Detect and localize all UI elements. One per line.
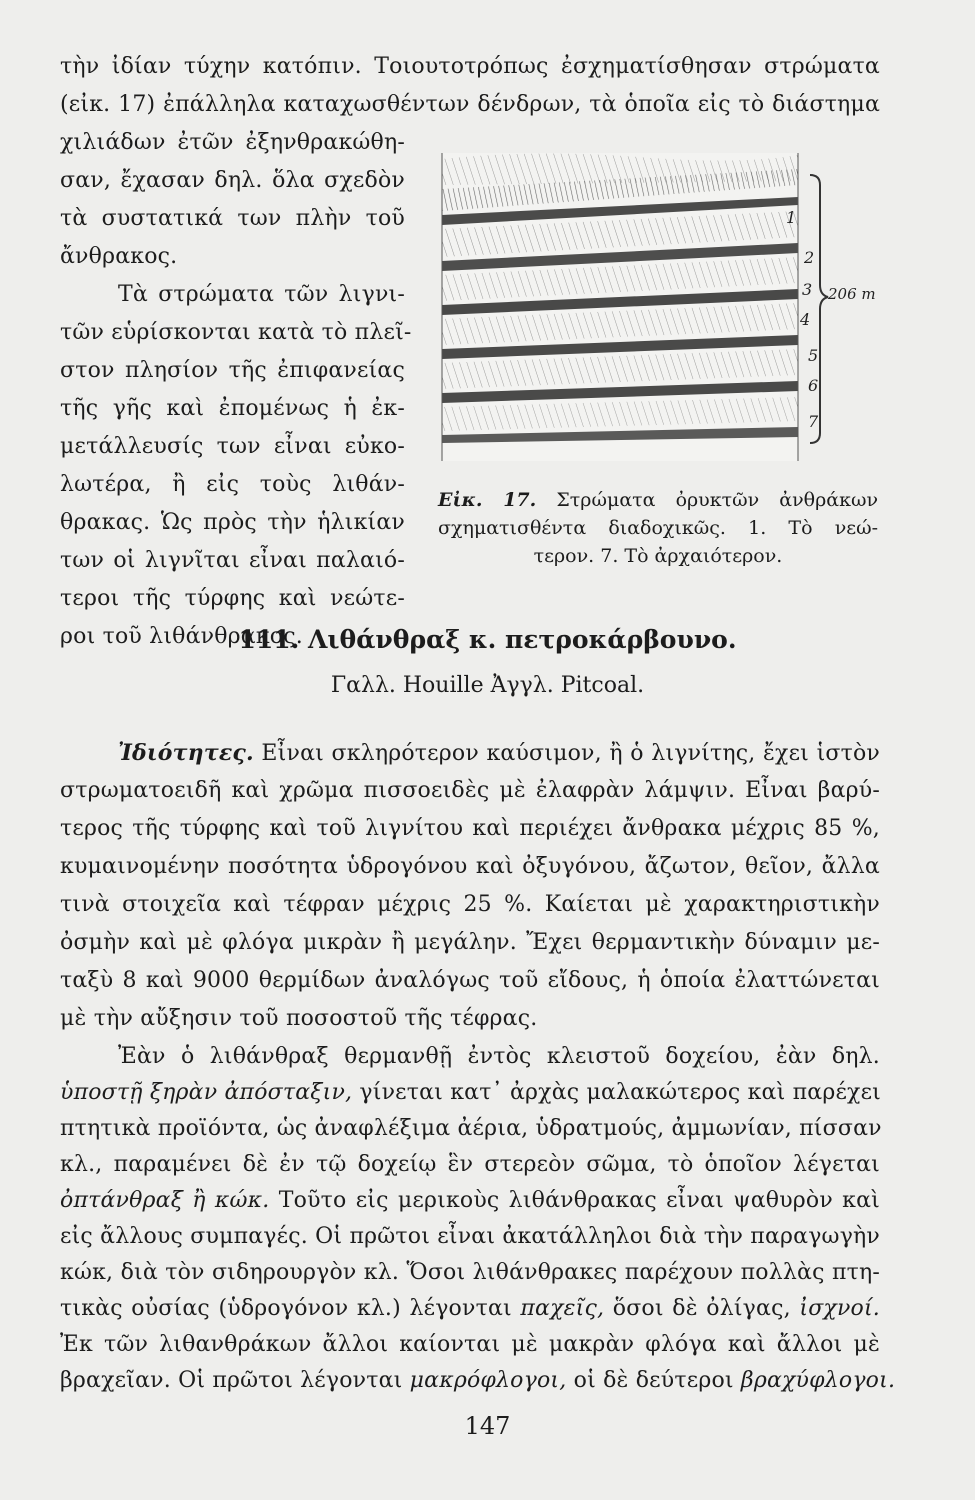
section-heading: 111. Λιθάνθραξ κ. πετροκάρβουνο. bbox=[238, 625, 737, 654]
paragraph-line: Ἐὰν ὁ λιθάνθραξ θερμανθῇ ἐντὸς κλειστοῦ δοχείου, ἐὰν δηλ. bbox=[118, 1044, 880, 1069]
text-line: μετάλλευσίς των εἶναι εὐκο- bbox=[60, 434, 405, 459]
layer-label: 4 bbox=[800, 310, 811, 329]
caption-line: τερον. 7. Τὸ ἀρχαιότερον. bbox=[533, 545, 783, 567]
text-line: τεροι τῆς τύρφης καὶ νεώτε- bbox=[60, 586, 405, 611]
term: παχεῖς, bbox=[520, 1296, 605, 1321]
text-line: των οἱ λιγνῖται εἶναι παλαιό- bbox=[60, 548, 405, 573]
term: μακρόφλογοι, bbox=[409, 1368, 567, 1393]
paragraph-line: στρωματοειδῆ καὶ χρῶμα πισσοειδὲς μὲ ἐλαφρὰν λάμψιν. Εἶναι βαρύ- bbox=[60, 778, 880, 803]
layer-label: 6 bbox=[808, 376, 819, 395]
paragraph-line: μὲ τὴν αὔξησιν τοῦ ποσοστοῦ τῆς τέφρας. bbox=[60, 1006, 538, 1031]
layer-label: 3 bbox=[802, 280, 813, 299]
paragraph-line: ταξὺ 8 καὶ 9000 θερμίδων ἀναλόγως τοῦ εἴδους, ἡ ὁποία ἐλαττώνεται bbox=[60, 968, 880, 993]
paragraph-line bbox=[60, 1330, 880, 1360]
strata-figure bbox=[418, 145, 876, 475]
paragraph-line: τερος τῆς τύρφης καὶ τοῦ λιγνίτου καὶ περιέχει ἄνθρακα μέχρις 85 %, bbox=[60, 816, 880, 841]
caption-line: σχηματισθέντα διαδοχικῶς. 1. Τὸ νεώ- bbox=[438, 517, 878, 539]
paragraph-text: οἱ δὲ δεύτεροι bbox=[566, 1368, 741, 1393]
paragraph-text: Εἶναι σκληρότερον καύσιμον, ἢ ὁ λιγνίτης, ἔχει ἱστὸν bbox=[253, 741, 880, 766]
paragraph-line: ὀσμὴν καὶ μὲ φλόγα μικρὰν ἢ μεγάλην. Ἔχει θερμαντικὴν δύναμιν με- bbox=[60, 930, 880, 955]
page-number: 147 bbox=[464, 1412, 511, 1440]
text-line: σαν, ἔχασαν δηλ. ὅλα σχεδὸν bbox=[60, 168, 405, 193]
paragraph-text: βραχεῖαν. Οἱ πρῶτοι λέγονται bbox=[60, 1368, 410, 1393]
term: βραχύφλογοι. bbox=[740, 1368, 896, 1393]
text-line: τὰ συστατικά των πλὴν τοῦ bbox=[60, 206, 405, 231]
text-line: ἄνθρακος. bbox=[60, 244, 178, 269]
paragraph-text: Τοῦτο εἰς μερικοὺς λιθάνθρακας εἶναι ψαθυρὸν καὶ bbox=[269, 1188, 880, 1213]
text-line: τὴν ἰδίαν τύχην κατόπιν. Τοιουτοτρόπως ἐσχηματίσθησαν στρώματα bbox=[60, 54, 880, 79]
paragraph-lead: Ἰδιότητες. bbox=[118, 740, 254, 766]
term: ὀπτάνθραξ ἢ κώκ. bbox=[60, 1188, 270, 1213]
paragraph-line: τινὰ στοιχεῖα καὶ τέφραν μέχρις 25 %. Καίεται μὲ χαρακτηριστικὴν bbox=[60, 892, 880, 917]
paragraph-text: γίνεται κατ᾽ ἀρχὰς μαλακώτερος καὶ παρέχει bbox=[352, 1080, 881, 1105]
paragraph-text: τικὰς οὐσίας (ὑδρογόνον κλ.) λέγονται bbox=[60, 1296, 521, 1321]
paragraph-line bbox=[60, 1366, 896, 1396]
layer-label: 5 bbox=[808, 346, 819, 365]
text-line: θρακας. Ὡς πρὸς τὴν ἡλικίαν bbox=[60, 510, 405, 535]
paragraph-line bbox=[118, 738, 880, 769]
figure-caption bbox=[438, 486, 878, 514]
paragraph-text: Ἐκ τῶν λιθανθράκων ἄλλοι καίονται μὲ μακρὰν φλόγα καὶ ἄλλοι μὲ bbox=[60, 1332, 880, 1357]
caption-text: Στρώματα ὀρυκτῶν ἀνθράκων bbox=[556, 489, 878, 511]
layer-label: 7 bbox=[808, 412, 819, 431]
text-line: τῆς γῆς καὶ ἐπομένως ἡ ἐκ- bbox=[60, 396, 405, 421]
paragraph-line bbox=[60, 1294, 880, 1324]
layer-label: 1 bbox=[786, 208, 797, 227]
depth-note: 206 m bbox=[828, 285, 876, 303]
layer-label: 2 bbox=[804, 248, 815, 267]
paragraph-line: κυμαινομένην ποσότητα ὑδρογόνου καὶ ὀξυγόνου, ἄζωτον, θεῖον, ἄλλα bbox=[60, 854, 880, 879]
text-line: ροι τοῦ λιθάνθρακος. bbox=[60, 624, 303, 649]
section-subheading: Γαλλ. Houille Ἀγγλ. Pitcoal. bbox=[330, 673, 645, 698]
text-line: στον πλησίον τῆς ἐπιφανείας bbox=[60, 358, 405, 383]
paragraph-line: πτητικὰ προϊόντα, ὡς ἀναφλέξιμα ἀέρια, ὑδρατμούς, ἀμμωνίαν, πίσσαν bbox=[60, 1116, 882, 1141]
paragraph-line: κλ., παραμένει δὲ ἐν τῷ δοχείῳ ἓν στερεὸν σῶμα, τὸ ὁποῖον λέγεται bbox=[60, 1152, 880, 1177]
paragraph-line: κώκ, διὰ τὸν σιδηρουργὸν κλ. Ὅσοι λιθάνθρακες παρέχουν πολλὰς πτη- bbox=[60, 1260, 880, 1285]
text-line: (εἰκ. 17) ἐπάλληλα καταχωσθέντων δένδρων, τὰ ὁποῖα εἰς τὸ διάστημα bbox=[60, 92, 880, 117]
text-line: Τὰ στρώματα τῶν λιγνι- bbox=[118, 282, 405, 307]
text-line: χιλιάδων ἐτῶν ἐξηνθρακώθη- bbox=[60, 130, 405, 155]
paragraph-line bbox=[60, 1078, 880, 1108]
text-line: τῶν εὑρίσκονται κατὰ τὸ πλεῖ- bbox=[60, 320, 412, 345]
paragraph-line bbox=[60, 1186, 880, 1216]
caption-lead: Εἰκ. 17. bbox=[438, 489, 537, 511]
term: ὑποστῇ ξηρὰν ἀπόσταξιν, bbox=[60, 1080, 353, 1105]
term: ἰσχνοί. bbox=[799, 1296, 880, 1321]
paragraph-line: εἰς ἄλλους συμπαγές. Οἱ πρῶτοι εἶναι ἀκατάλληλοι διὰ τὴν παραγωγὴν bbox=[60, 1224, 880, 1249]
text-line: λωτέρα, ἢ εἰς τοὺς λιθάν- bbox=[60, 472, 405, 497]
paragraph-text: ὅσοι δὲ ὀλίγας, bbox=[604, 1296, 800, 1321]
